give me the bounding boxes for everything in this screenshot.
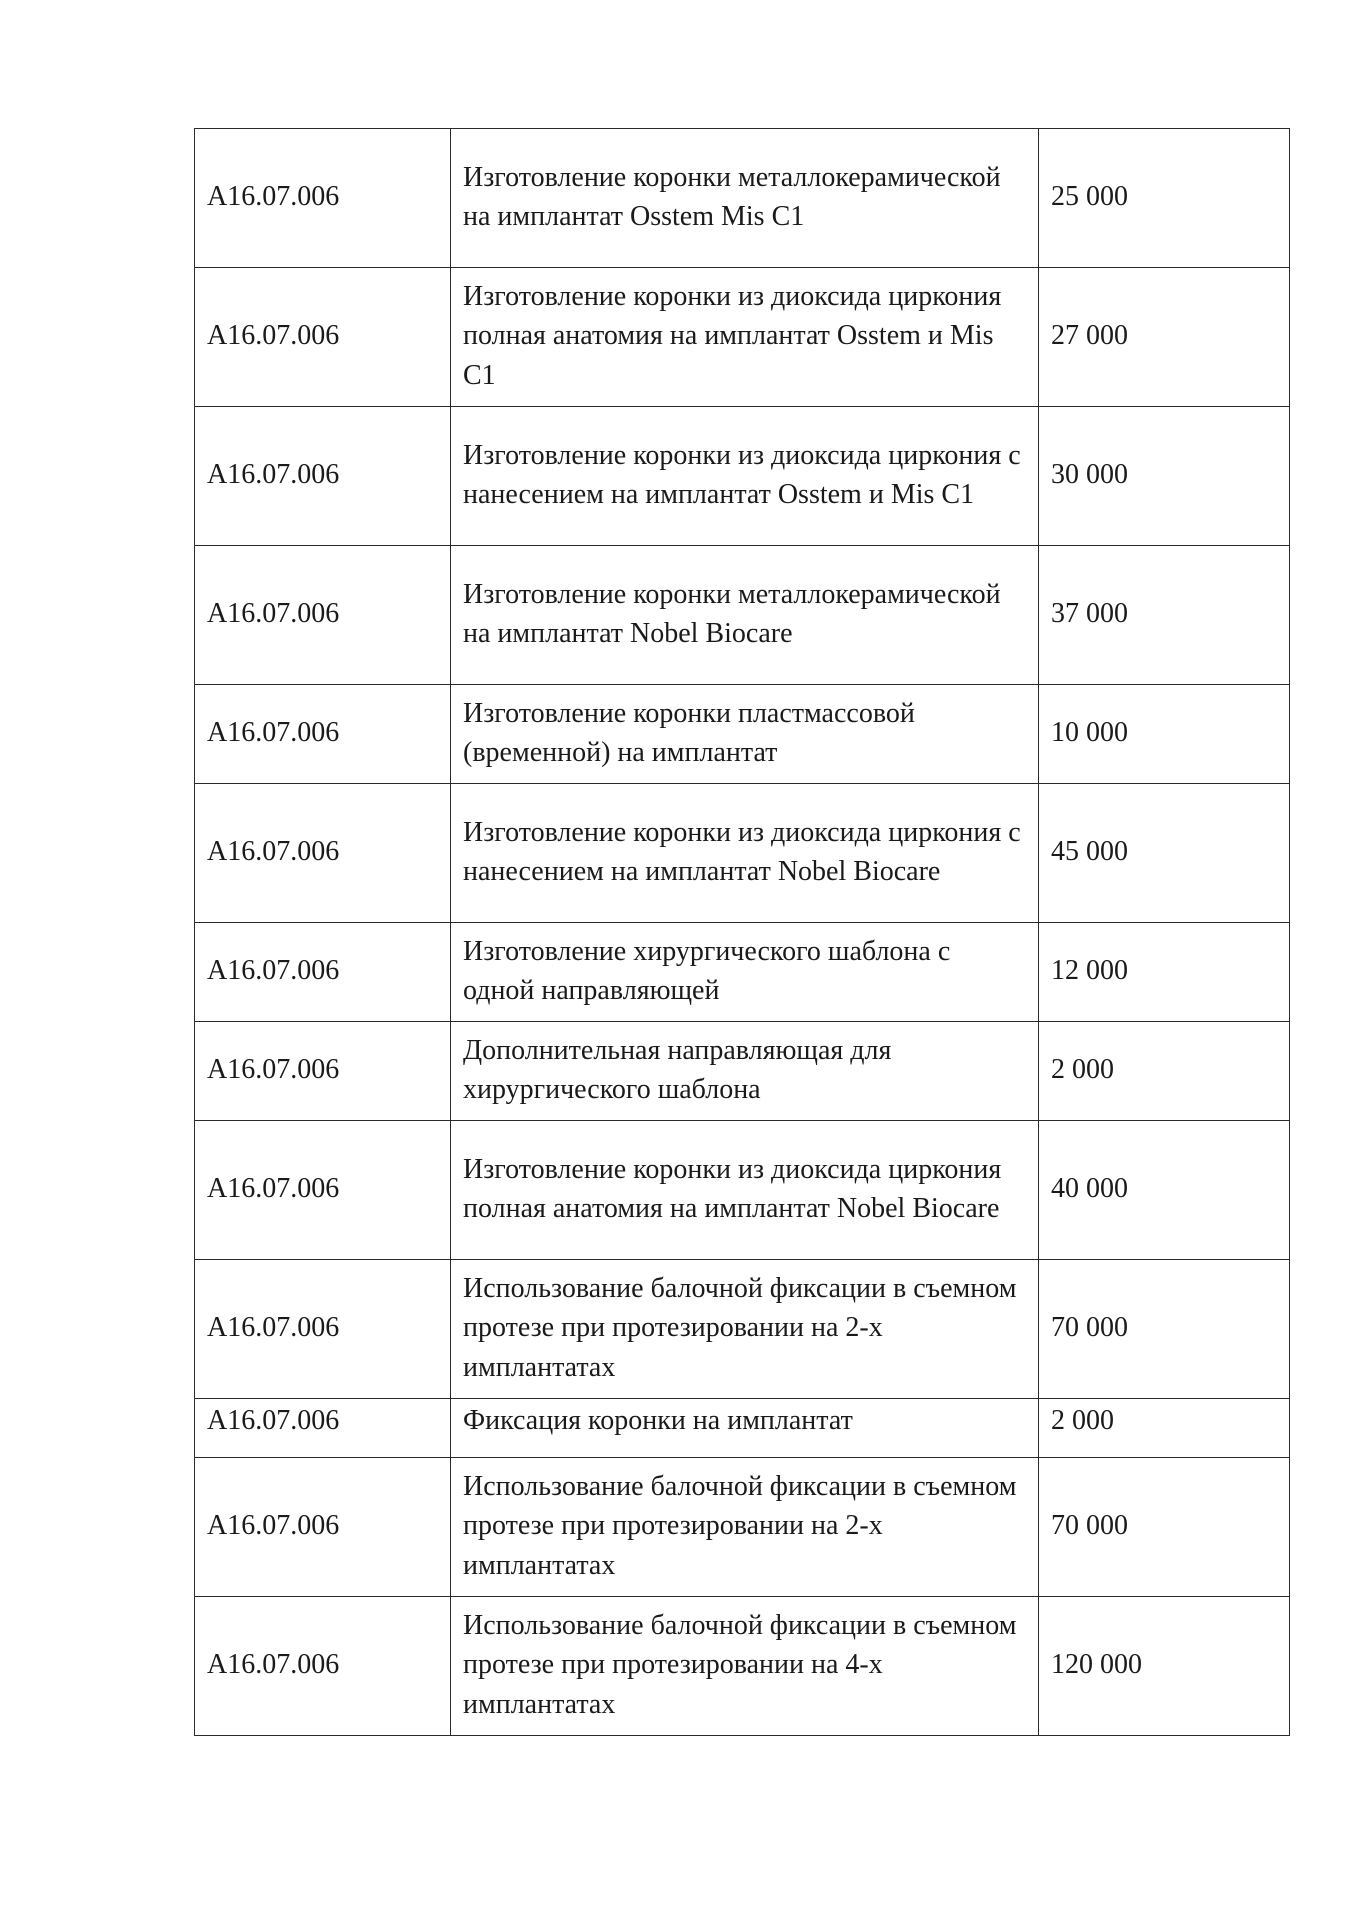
service-code-cell: А16.07.006 (195, 1458, 451, 1597)
service-description-cell: Изготовление коронки металлокерамической на имплантат Nobel Biocare (451, 546, 1039, 685)
service-description-cell: Изготовление хирургического шаблона с одной направляющей (451, 923, 1039, 1022)
service-price-cell: 25 000 (1039, 129, 1290, 268)
service-code-cell: А16.07.006 (195, 1399, 451, 1458)
table-row (195, 129, 1290, 268)
service-code-cell: А16.07.006 (195, 1597, 451, 1736)
service-price-cell: 2 000 (1039, 1022, 1290, 1121)
service-price-cell: 12 000 (1039, 923, 1290, 1022)
service-price-cell: 45 000 (1039, 784, 1290, 923)
service-price-cell: 2 000 (1039, 1399, 1290, 1458)
table-row (195, 1121, 1290, 1260)
price-table (194, 128, 1290, 1736)
service-price-cell: 70 000 (1039, 1458, 1290, 1597)
table-row (195, 268, 1290, 407)
service-code-cell: А16.07.006 (195, 1121, 451, 1260)
service-description-cell: Изготовление коронки металлокерамической на имплантат Osstem Mis C1 (451, 129, 1039, 268)
service-description-cell: Изготовление коронки пластмассовой (временной) на имплантат (451, 685, 1039, 784)
service-description-cell: Изготовление коронки из диоксида циркония полная анатомия на имплантат Osstem и Mis C1 (451, 268, 1039, 407)
table-row (195, 784, 1290, 923)
service-price-cell: 40 000 (1039, 1121, 1290, 1260)
service-description-cell: Использование балочной фиксации в съемном протезе при протезировании на 4-х имплантатах (451, 1597, 1039, 1736)
table-row (195, 685, 1290, 784)
service-price-cell: 70 000 (1039, 1260, 1290, 1399)
price-table-body (195, 129, 1290, 1736)
service-code-cell: А16.07.006 (195, 546, 451, 685)
service-code-cell: А16.07.006 (195, 685, 451, 784)
service-code-cell: А16.07.006 (195, 129, 451, 268)
service-price-cell: 30 000 (1039, 407, 1290, 546)
service-code-cell: А16.07.006 (195, 1022, 451, 1121)
service-description-cell: Изготовление коронки из диоксида циркония полная анатомия на имплантат Nobel Biocare (451, 1121, 1039, 1260)
service-price-cell: 120 000 (1039, 1597, 1290, 1736)
table-row (195, 1458, 1290, 1597)
service-price-cell: 10 000 (1039, 685, 1290, 784)
table-row (195, 1399, 1290, 1458)
service-description-cell: Изготовление коронки из диоксида циркония с нанесением на имплантат Osstem и Mis C1 (451, 407, 1039, 546)
table-row (195, 923, 1290, 1022)
table-row (195, 546, 1290, 685)
service-description-cell: Использование балочной фиксации в съемном протезе при протезировании на 2-х имплантатах (451, 1458, 1039, 1597)
table-row (195, 407, 1290, 546)
service-description-cell: Дополнительная направляющая для хирургического шаблона (451, 1022, 1039, 1121)
service-description-cell: Использование балочной фиксации в съемном протезе при протезировании на 2-х имплантатах (451, 1260, 1039, 1399)
service-price-cell: 37 000 (1039, 546, 1290, 685)
table-row (195, 1260, 1290, 1399)
table-row (195, 1597, 1290, 1736)
service-price-cell: 27 000 (1039, 268, 1290, 407)
service-code-cell: А16.07.006 (195, 407, 451, 546)
service-code-cell: А16.07.006 (195, 268, 451, 407)
service-code-cell: А16.07.006 (195, 1260, 451, 1399)
service-description-cell: Фиксация коронки на имплантат (451, 1399, 1039, 1458)
service-code-cell: А16.07.006 (195, 784, 451, 923)
service-code-cell: А16.07.006 (195, 923, 451, 1022)
table-row (195, 1022, 1290, 1121)
service-description-cell: Изготовление коронки из диоксида циркония с нанесением на имплантат Nobel Biocare (451, 784, 1039, 923)
